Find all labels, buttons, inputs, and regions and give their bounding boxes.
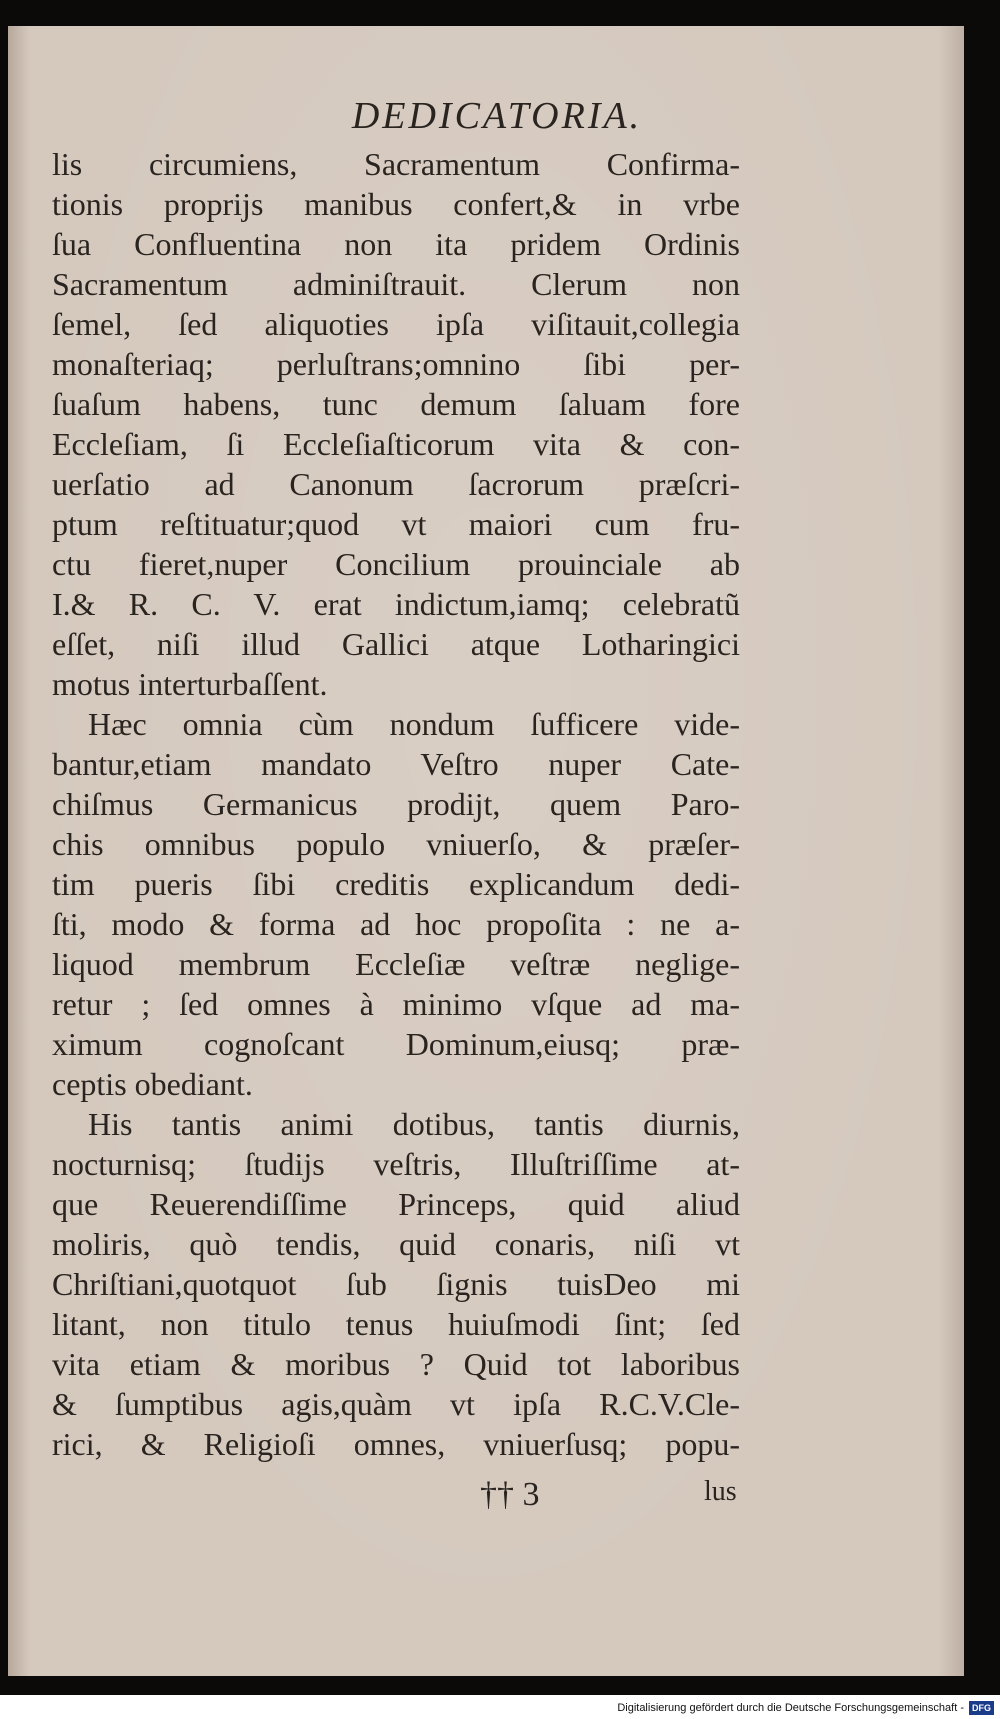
- book-page: [8, 26, 964, 1676]
- text-line: Eccleſiam, ſi Eccleſiaſticorum vita & con-: [52, 426, 740, 462]
- text-line: ximum cognoſcant Dominum,eiusq; præ-: [52, 1026, 740, 1062]
- text-line: His tantis animi dotibus, tantis diurnis,: [88, 1106, 740, 1142]
- digitization-credit: [617, 1699, 994, 1717]
- text-line: que Reuerendiſſime Princeps, quid aliud: [52, 1186, 740, 1222]
- text-line: retur ; ſed omnes à minimo vſque ad ma-: [52, 986, 740, 1022]
- text-line: bantur,etiam mandato Veſtro nuper Cate-: [52, 746, 740, 782]
- text-line: ſua Confluentina non ita pridem Ordinis: [52, 226, 740, 262]
- text-line: moliris, quò tendis, quid conaris, niſi vt: [52, 1226, 740, 1262]
- text-line: ctu fieret,nuper Concilium prouinciale ab: [52, 546, 740, 582]
- text-line: eſſet, niſi illud Gallici atque Lotharingici: [52, 626, 740, 662]
- catchword: lus: [704, 1476, 737, 1507]
- credit-text: Digitalisierung gefördert durch die Deutsche Forschungsgemeinschaft -: [617, 1702, 964, 1714]
- text-line: lis circumiens, Sacramentum Confirma-: [52, 146, 740, 182]
- text-line: Sacramentum adminiſtrauit. Clerum non: [52, 266, 740, 302]
- text-line: ptum reſtituatur;quod vt maiori cum fru-: [52, 506, 740, 542]
- text-line: monaſteriaq; perluſtrans;omnino ſibi per-: [52, 346, 740, 382]
- text-line: Hæc omnia cùm nondum ſufficere vide-: [88, 706, 740, 742]
- text-line: ſti, modo & forma ad hoc propoſita : ne a-: [52, 906, 740, 942]
- text-line: I.& R. C. V. erat indictum,iamq; celebratũ: [52, 586, 740, 622]
- text-line: chiſmus Germanicus prodijt, quem Paro-: [52, 786, 740, 822]
- text-line: ſuaſum habens, tunc demum ſaluam fore: [52, 386, 740, 422]
- text-line: litant, non titulo tenus huiuſmodi ſint; ſed: [52, 1306, 740, 1342]
- text-line: rici, & Religioſi omnes, vniuerſusq; popu-: [52, 1426, 740, 1462]
- text-line: nocturnisq; ſtudijs veſtris, Illuſtriſſime at-: [52, 1146, 740, 1182]
- running-header: DEDICATORIA.: [351, 95, 643, 137]
- dfg-logo: DFG: [969, 1701, 994, 1715]
- text-line: uerſatio ad Canonum ſacrorum præſcri-: [52, 466, 740, 502]
- text-line: vita etiam & moribus ? Quid tot laboribus: [52, 1346, 740, 1382]
- text-line: ceptis obediant.: [52, 1066, 253, 1102]
- body-text: [52, 144, 740, 1464]
- signature-mark: †† 3: [480, 1476, 540, 1513]
- text-line: liquod membrum Eccleſiæ veſtræ neglige-: [52, 946, 740, 982]
- text-line: ſemel, ſed aliquoties ipſa viſitauit,collegia: [52, 306, 740, 342]
- text-line: chis omnibus populo vniuerſo, & præſer-: [52, 826, 740, 862]
- text-line: tim pueris ſibi creditis explicandum dedi-: [52, 866, 740, 902]
- text-line: & ſumptibus agis,quàm vt ipſa R.C.V.Cle-: [52, 1386, 740, 1422]
- text-line: tionis proprijs manibus confert,& in vrbe: [52, 186, 740, 222]
- text-line: Chriſtiani,quotquot ſub ſignis tuisDeo mi: [52, 1266, 740, 1302]
- text-line: motus interturbaſſent.: [52, 666, 328, 702]
